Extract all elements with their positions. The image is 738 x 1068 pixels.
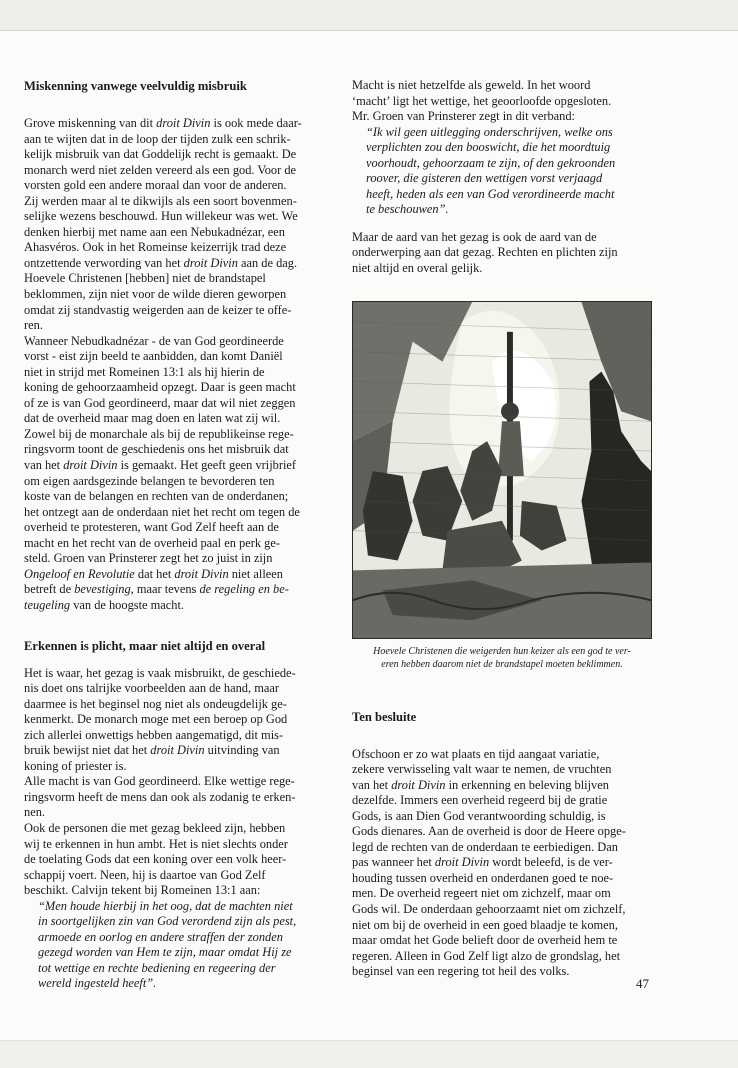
text-line: ringsvorm toont de geschiedenis ons het misbruik dat <box>24 442 289 457</box>
text-line: het ontzegt aan de onderdaan niet het recht om tegen de <box>24 504 300 519</box>
text-line: vorst - eist zijn beeld te aanbidden, dan komt Daniël <box>24 349 283 364</box>
text-line: “Ik wil geen uitlegging onderschrijven, welke ons <box>366 124 613 139</box>
text-line: Macht is niet hetzelfde als geweld. In het woord <box>352 78 591 92</box>
text-line: Alle macht is van God geordineerd. Elke wettige rege- <box>24 774 295 789</box>
text-line: dezelfde. Immers een overheid regeerd bij de gratie <box>352 793 608 808</box>
paragraph-aard-gezag <box>352 230 652 277</box>
figure-caption <box>352 645 652 671</box>
text-line: te beschouwen”. <box>366 202 449 217</box>
text-line: omdat zij standvastig weigerden aan de keizer te offe- <box>24 302 292 317</box>
text-line: ontzettende verwording van het droit Divin aan de dag. <box>24 255 298 270</box>
text-line: monarch werd niet zelden vereerd als een god. Voor de <box>24 162 297 177</box>
text-line: steld. Groen van Prinsterer zegt het zo juist in zijn <box>24 551 273 566</box>
paragraph-grove-miskenning <box>24 116 334 334</box>
text-line: overheid te protesteren, want God Zelf heeft aan de <box>24 520 279 535</box>
text-line: Gods wil. De onderdaan gehoorzaamt niet om zichzelf, <box>352 902 626 917</box>
text-line: teugeling van de hoogste macht. <box>24 597 185 612</box>
text-line: de toelating Gods dat een koning over een volk heer- <box>24 852 287 867</box>
text-line: beginsel van een regering tot heil des volks. <box>352 964 570 979</box>
paragraph-ofschoon <box>352 747 652 980</box>
text-line: onderwerping aan dat gezag. Rechten en plichten zijn <box>352 245 618 260</box>
text-line: voorhoudt, gehoorzaam te zijn, of den gekroonden <box>366 155 616 170</box>
text-line: Ahasvéros. Ook in het Romeinse keizerrijk trad deze <box>24 240 287 255</box>
text-line: Het is waar, het gezag is vaak misbruikt, de geschiede- <box>24 665 296 680</box>
quote-calvijn <box>24 899 334 992</box>
paragraph-personen-gezag <box>24 821 334 899</box>
text-line: Zij werden maar al te dikwijls als een soort bovenmen- <box>24 193 297 208</box>
text-line: Mr. Groen van Prinsterer zegt in dit verband: <box>352 109 575 124</box>
text-line: zekere verwisseling valt waar te nemen, de vruchten <box>352 762 612 777</box>
text-line: vorsten gold een andere moraal dan voor de anderen. <box>24 178 287 193</box>
text-line: bruik bewijst niet dat het droit Divin uitvinding van <box>24 743 280 758</box>
text-line: gezegd worden van Hem te zijn, maar omdat Hij ze <box>38 945 292 960</box>
quote-groen-van-prinsterer <box>352 125 652 218</box>
text-line: niet om bij de overheid in een goed blaadje te komen, <box>352 917 618 932</box>
text-line: van het droit Divin in erkenning en beleving blijven <box>352 777 609 792</box>
text-line: macht en het recht van de overheid paal en perk ge- <box>24 535 280 550</box>
text-line: men. De overheid regeert niet om zichzelf, maar om <box>352 886 611 901</box>
text-line: regeren. Alleen in God Zelf ligt alzo de grondslag, het <box>352 948 621 963</box>
text-line: of ze is van God geordineerd, maar dat wil niet zeggen <box>24 395 296 410</box>
scan-top-margin <box>0 0 738 31</box>
text-line: kelijk misbruik van dat Goddelijk recht is gemaakt. De <box>24 147 297 162</box>
text-line: Wanneer Nebudkadnézar - de van God geordineerde <box>24 333 284 348</box>
text-line: Grove miskenning van dit droit Divin is ook mede daar- <box>24 116 302 130</box>
text-line: kenmerkt. De monarch moge met een beroep op God <box>24 712 288 727</box>
scan-bottom-margin <box>0 1040 738 1068</box>
text-line: nis doet ons talrijke voorbeelden aan de hand, maar <box>24 681 279 696</box>
heading-erkennen: Erkennen is plicht, maar niet altijd en overal <box>24 638 266 653</box>
left-column <box>24 78 334 992</box>
text-line: koning de gehoorzaamheid opzegt. Daar is geen macht <box>24 380 296 395</box>
text-line: van het droit Divin is gemaakt. Het geeft geen vrijbrief <box>24 458 297 473</box>
page-number: 47 <box>636 976 649 991</box>
text-line: beklommen, zijn niet voor de wilde dieren geworpen <box>24 287 287 302</box>
text-line: tot wettige en rechte bediening en regeering der <box>38 960 276 975</box>
text-line: “Men houde hierbij in het oog, dat de machten niet <box>38 898 293 913</box>
text-line: pas wanneer het droit Divin wordt beleefd, is de ver- <box>352 855 613 870</box>
engraving-martyrs-illustration <box>352 301 652 639</box>
text-line: ringsvorm heeft de mens dan ook als zodanig te erken- <box>24 789 296 804</box>
text-line: betreft de bevestiging, maar tevens de regeling en be- <box>24 582 289 597</box>
text-line: ren. <box>24 318 43 333</box>
text-line: Maar de aard van het gezag is ook de aard van de <box>352 229 597 244</box>
text-line: niet in strijd met Romeinen 13:1 als hij hierin de <box>24 364 265 379</box>
text-line: Gods, is aan Dien God verantwoording schuldig, is <box>352 808 606 823</box>
text-line: daarmee is het beginsel nog niet als ondeugdelijk ge- <box>24 696 287 711</box>
text-line: koste van de belangen en rechten van de onderdanen; <box>24 489 289 504</box>
text-line: Zowel bij de monarchale als bij de republikeinse rege- <box>24 426 294 441</box>
text-line: ‘macht’ ligt het wettige, het geoorloofde opgesloten. <box>352 93 612 108</box>
text-line: maar omdat het Gode belieft door de overheid hem te <box>352 933 618 948</box>
text-line: zich allerlei onwettigs hebben aangematigd, dit mis- <box>24 727 284 742</box>
text-line: in soortgelijken zin van God verordend zijn als pest, <box>38 914 297 929</box>
text-line: heeft, heden als een van God verordineerde macht <box>366 186 615 201</box>
text-line: legd de rechten van de onderdaan te eerbiedigen. Dan <box>352 839 618 854</box>
text-line: Ongeloof en Revolutie dat het droit Divin niet alleen <box>24 566 283 581</box>
text-line: Hoevele Christenen die weigerden hun keizer als een god te ver- <box>373 645 631 657</box>
text-line: niet altijd en overal gelijk. <box>352 261 483 276</box>
text-line: wereld ingesteld heeft”. <box>38 976 157 991</box>
text-line: nen. <box>24 805 45 820</box>
text-line: koning of priester is. <box>24 758 127 773</box>
text-line: selijke wezens beschouwd. Hun willekeur was wet. We <box>24 209 298 224</box>
text-line: roover, die gisteren den wettigen vorst verjaagd <box>366 171 603 186</box>
text-line: Ofschoon er zo wat plaats en tijd aangaat variatie, <box>352 746 600 761</box>
text-line: aan te wijten dat in de loop der tijden zulk een schrik- <box>24 131 291 146</box>
paragraph-nebudkadnezar <box>24 334 334 614</box>
text-line: eren hebben daarom niet de brandstapel moeten beklimmen. <box>381 658 623 670</box>
text-line: Hoevele Christenen [hebben] niet de brandstapel <box>24 271 266 286</box>
right-column <box>352 78 652 980</box>
text-line: om eigen aardsgezinde belangen te bevorderen ten <box>24 473 275 488</box>
text-line: houding tussen overheid en onderdanen goed te noe- <box>352 870 614 885</box>
paragraph-alle-macht <box>24 774 334 821</box>
text-line: wij te erkennen in hun ambt. Het is niet slechts onder <box>24 836 288 851</box>
text-line: Gods dienares. Aan de overheid is door de Heere opge- <box>352 824 626 839</box>
text-line: dat de overheid maar mag doen en laten wat zij wil. <box>24 411 281 426</box>
engraving-image <box>353 302 651 638</box>
text-line: verplichten zou den booswicht, die het moordtuig <box>366 140 611 155</box>
paragraph-gezag-misbruikt <box>24 666 334 775</box>
paragraph-macht-geweld <box>352 78 652 125</box>
text-line: Ook de personen die met gezag bekleed zijn, hebben <box>24 820 286 835</box>
text-line: denken hierbij met name aan een Nebukadnézar, een <box>24 224 285 239</box>
text-line: schappij voert. Neen, hij is daartoe van God Zelf <box>24 867 266 882</box>
heading-ten-besluite: Ten besluite <box>352 709 417 724</box>
text-line: beschikt. Calvijn tekent bij Romeinen 13:1 aan: <box>24 883 261 898</box>
heading-miskenning: Miskenning vanwege veelvuldig misbruik <box>24 79 247 93</box>
text-line: armoede en oorlog en andere straffen der zonden <box>38 929 283 944</box>
